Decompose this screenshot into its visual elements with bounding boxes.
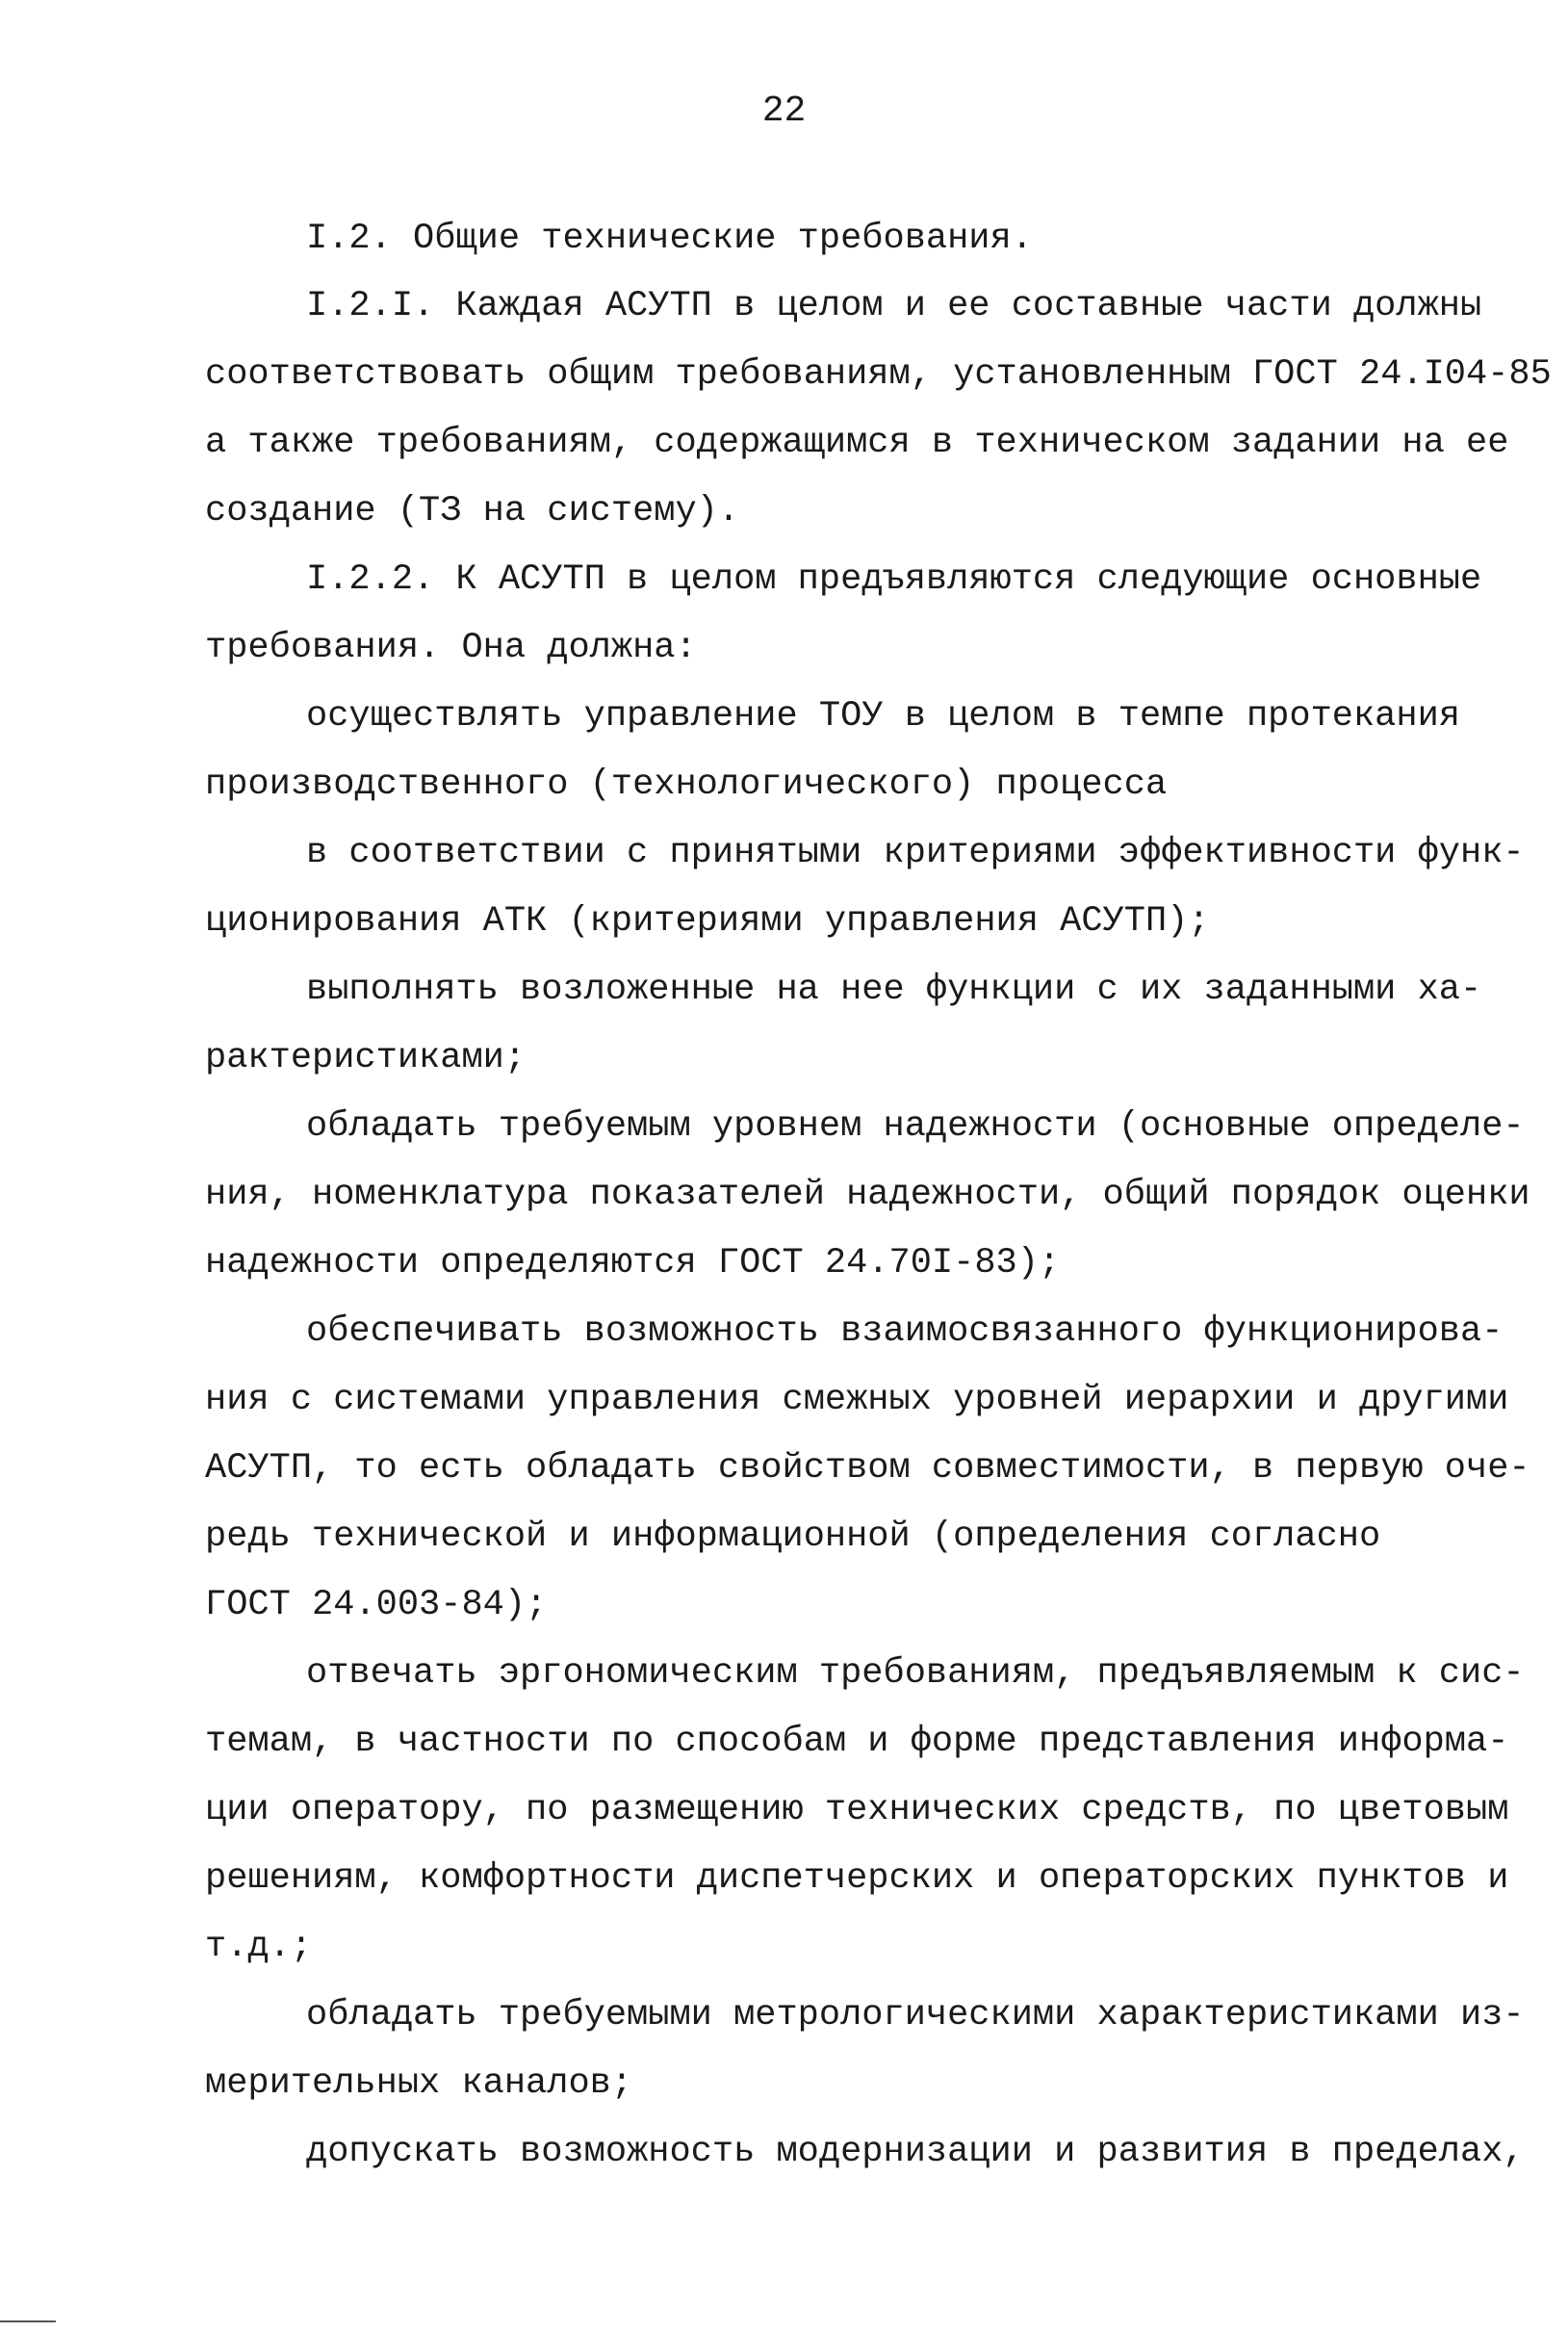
text-line: ния, номенклатура показателей надежности, общий порядок оценки	[205, 1175, 1530, 1215]
text-line: выполнять возложенные на нее функции с их заданными ха-	[306, 970, 1482, 1010]
text-line: ГОСТ 24.003-84);	[205, 1585, 548, 1625]
text-line: отвечать эргономическим требованиям, предъявляемым к сис-	[306, 1653, 1525, 1694]
text-line: I.2.I. Каждая АСУТП в целом и ее составные части должны	[306, 286, 1482, 326]
text-line: ния с системами управления смежных уровней иерархии и другими	[205, 1380, 1509, 1420]
text-line: решениям, комфортности диспетчерских и операторских пунктов и	[205, 1858, 1509, 1899]
text-line: осуществлять управление ТОУ в целом в темпе протекания	[306, 696, 1460, 737]
scan-edge-mark	[0, 2320, 56, 2322]
text-line: темам, в частности по способам и форме представления информа-	[205, 1722, 1509, 1762]
text-line: мерительных каналов;	[205, 2063, 633, 2104]
text-line: надежности определяются ГОСТ 24.70I-83);	[205, 1243, 1061, 1283]
text-line: производственного (технологического) процесса	[205, 765, 1168, 805]
text-line: редь технической и информационной (определения согласно	[205, 1516, 1381, 1557]
text-line: а также требованиям, содержащимся в техническом задании на ее	[205, 423, 1509, 463]
text-line: создание (ТЗ на систему).	[205, 491, 740, 531]
text-line: соответствовать общим требованиям, установленным ГОСТ 24.I04-85	[205, 354, 1552, 395]
section-heading: I.2. Общие технические требования.	[306, 219, 1033, 259]
text-line: ции оператору, по размещению технических средств, по цветовым	[205, 1790, 1509, 1830]
text-line: обладать требуемыми метрологическими характеристиками из-	[306, 1995, 1525, 2035]
text-line: рактеристиками;	[205, 1038, 527, 1078]
text-line: АСУТП, то есть обладать свойством совместимости, в первую оче-	[205, 1448, 1530, 1489]
text-line: допускать возможность модернизации и развития в пределах,	[306, 2132, 1525, 2172]
text-line: I.2.2. К АСУТП в целом предъявляются следующие основные	[306, 559, 1482, 600]
text-line: обладать требуемым уровнем надежности (основные определе-	[306, 1106, 1525, 1147]
text-line: ционирования АТК (критериями управления АСУТП);	[205, 901, 1210, 942]
text-line: требования. Она должна:	[205, 628, 697, 668]
text-line: в соответствии с принятыми критериями эффективности функ-	[306, 833, 1525, 873]
text-line: т.д.;	[205, 1927, 313, 1967]
page-number: 22	[761, 91, 807, 132]
text-line: обеспечивать возможность взаимосвязанного функционирова-	[306, 1311, 1504, 1352]
